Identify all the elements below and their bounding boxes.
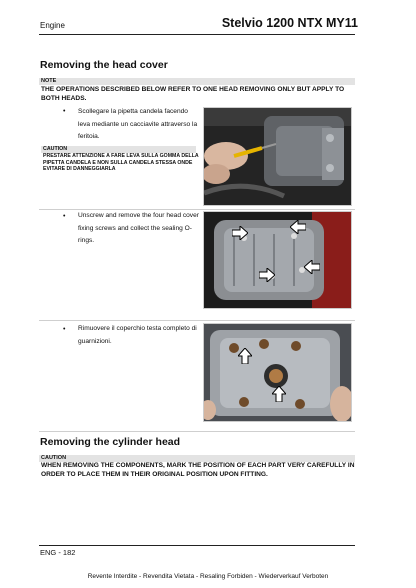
step-1-bullet: • — [63, 108, 66, 115]
step-2-bullet: • — [63, 213, 66, 220]
resale-notice: Revente Interdite - Revendita Vietata - Resaling Forbiden - Wiederverkauf Verboten — [87, 573, 329, 580]
arrow-icon — [238, 348, 252, 364]
header-rule — [39, 34, 355, 35]
step-3-bullet: • — [63, 326, 66, 333]
arrow-icon — [272, 386, 286, 402]
arrow-icon — [232, 226, 248, 240]
photo-head-cover-removed — [203, 323, 352, 422]
note-label: NOTE — [41, 78, 57, 84]
step-1-text: Scollegare la pipetta candela facendo leva mediante un cacciavite attraverso la feritoia. — [78, 108, 198, 141]
photo-head-cover-screws — [203, 211, 352, 309]
arrow-icon — [304, 260, 320, 274]
step-3-text: Rimuovere il coperchio testa completo di guarnizioni. — [78, 325, 197, 345]
page-number: ENG - 182 — [40, 548, 76, 557]
step-2-text: Unscrew and remove the four head cover fixing screws and collect the sealing O-rings. — [78, 212, 199, 245]
step-separator-2 — [39, 320, 355, 321]
arrow-icon — [259, 268, 275, 282]
note-text: THE OPERATIONS DESCRIBED BELOW REFER TO ONE HEAD REMOVING ONLY BUT APPLY TO BOTH HEADS. — [41, 86, 345, 102]
section-title-head-cover: Removing the head cover — [40, 59, 168, 71]
photo-spark-plug-cap — [203, 107, 352, 206]
note-bar — [39, 78, 355, 85]
caution-bar-2 — [39, 455, 355, 462]
header-model: Stelvio 1200 NTX MY11 — [221, 16, 358, 30]
caution-text-1: PRESTARE ATTENZIONE A FARE LEVA SULLA GOMMA DELLA PIPETTA CANDELA E NON SULLA CANDELA STESSA ONDE EVITARE DI DANNEGGIARLA — [43, 153, 199, 172]
caution-label-1: CAUTION — [43, 146, 68, 152]
section-separator — [39, 431, 355, 432]
header-section: Engine — [40, 21, 65, 30]
arrow-icon — [290, 220, 306, 234]
footer-rule — [39, 545, 355, 546]
caution-label-2: CAUTION — [41, 455, 67, 461]
section-title-cylinder-head: Removing the cylinder head — [40, 436, 181, 448]
caution-text-2: WHEN REMOVING THE COMPONENTS, MARK THE POSITION OF EACH PART VERY CAREFULLY IN ORDER TO PLACE THEM IN THEIR ORIGINAL POSITION UPON FITTING. — [41, 462, 355, 478]
